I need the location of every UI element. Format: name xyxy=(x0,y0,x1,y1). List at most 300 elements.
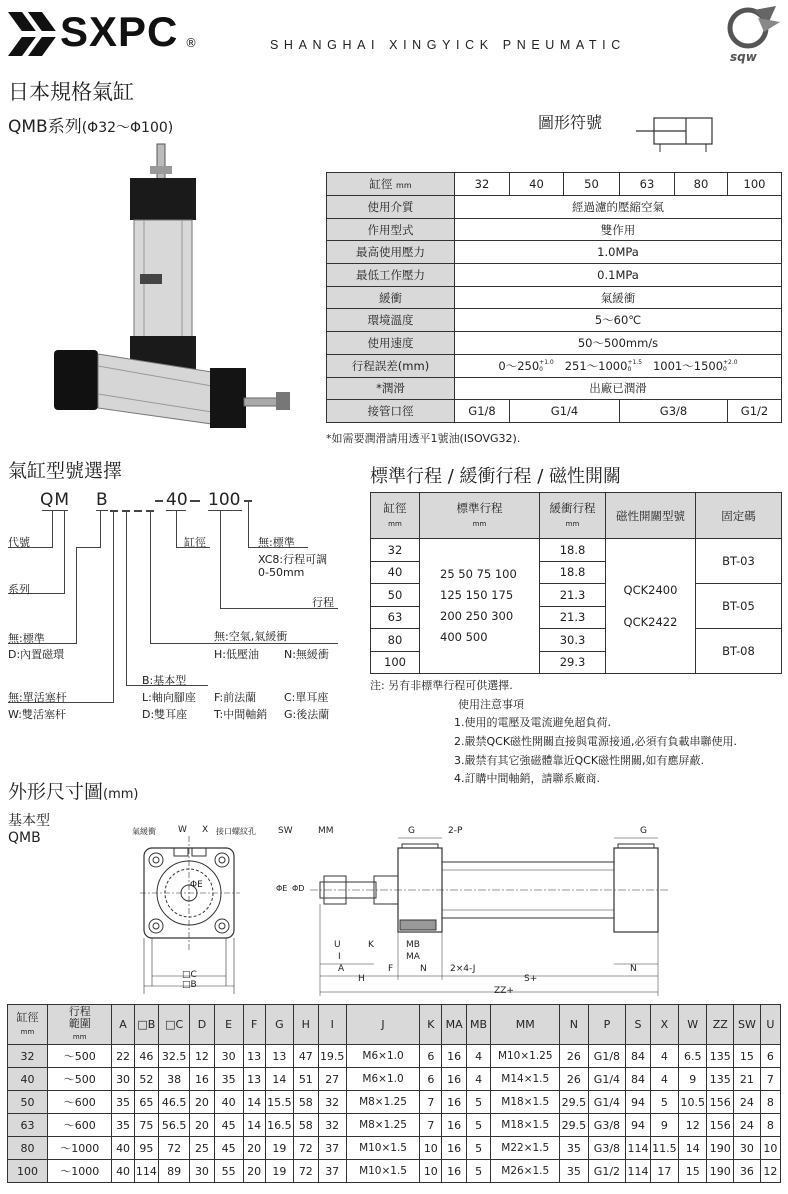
dim-label-k: K xyxy=(368,940,374,950)
dim-cell: 40 xyxy=(112,1137,134,1160)
dims-subtitle: 基本型 xyxy=(8,813,50,829)
dim-h-bore: 缸徑 xyxy=(16,1010,39,1024)
dim-cell: G3/8 xyxy=(588,1114,626,1137)
dim-cell: 114 xyxy=(134,1160,158,1183)
spec-bore-32: 32 xyxy=(455,173,510,196)
dim-label-w: W xyxy=(178,825,187,835)
spec-value: 經過濾的壓縮空氣 xyxy=(455,196,782,219)
dim-cell: 9 xyxy=(650,1114,678,1137)
dim-cell: 37 xyxy=(318,1137,346,1160)
spec-bore-40: 40 xyxy=(510,173,564,196)
dim-cell: ～500 xyxy=(48,1068,112,1091)
label-stroke-std: 無:標準 xyxy=(258,536,295,549)
dim-cell: 84 xyxy=(626,1045,650,1068)
dim-cell: 65 xyxy=(134,1091,158,1114)
dim-col-header: G xyxy=(265,1005,293,1045)
model-code-bore: 40 xyxy=(166,490,188,510)
company-name: SHANGHAI XINGYICK PNEUMATIC xyxy=(270,38,626,52)
dim-cell: 94 xyxy=(626,1114,650,1137)
label-bore: 缸徑 xyxy=(184,536,206,549)
dim-cell: M10×1.25 xyxy=(491,1045,560,1068)
dim-cell: 14 xyxy=(265,1068,293,1091)
dim-cell: 32.5 xyxy=(159,1045,190,1068)
dim-cell: 24 xyxy=(734,1091,761,1114)
dim-cell: 16 xyxy=(442,1160,466,1183)
spec-value: 50～500mm/s xyxy=(455,332,782,355)
label-std: 無:標準 xyxy=(8,632,45,645)
dim-cell: M26×1.5 xyxy=(491,1160,560,1183)
dim-cell: 10 xyxy=(420,1137,442,1160)
dim-col-header: F xyxy=(243,1005,265,1045)
page-title: 日本規格氣缸 xyxy=(8,80,134,104)
dim-col-header: □C xyxy=(159,1005,190,1045)
label-mount-c: C:單耳座 xyxy=(284,691,329,704)
spec-label: 緩衝 xyxy=(327,286,455,309)
dim-cell: 11.5 xyxy=(650,1137,678,1160)
stroke-h-std: 標準行程 xyxy=(456,500,503,515)
stroke-cushion: 30.3 xyxy=(540,629,606,652)
label-xc8: XC8:行程可調 xyxy=(258,553,328,566)
spec-value: 雙作用 xyxy=(455,218,782,241)
spec-value: 0.1MPa xyxy=(455,264,782,287)
stroke-h-cushion: 緩衝行程 xyxy=(549,500,596,515)
dim-cell: 4 xyxy=(466,1068,490,1091)
dim-cell: 45 xyxy=(214,1114,243,1137)
dim-col-header: MM xyxy=(491,1005,560,1045)
dim-cell: 12 xyxy=(679,1114,707,1137)
stroke-bracket: BT-03 xyxy=(696,539,782,584)
dim-label-s: S+ xyxy=(524,974,538,984)
dim-table-row xyxy=(8,1045,781,1068)
dim-col-header: J xyxy=(346,1005,419,1045)
spec-port: G3/8 xyxy=(620,400,728,423)
dim-cell: 40 xyxy=(112,1160,134,1183)
dim-cell: 40 xyxy=(8,1068,48,1091)
dim-col-header: P xyxy=(588,1005,626,1045)
dim-cell: G1/4 xyxy=(588,1068,626,1091)
dim-label-u: U xyxy=(334,940,341,950)
dim-cell: 51 xyxy=(294,1068,318,1091)
dim-label-mb: MB xyxy=(406,940,420,950)
stroke-bracket: BT-08 xyxy=(696,629,782,674)
dim-cell: 6 xyxy=(420,1068,442,1091)
label-double-rod: W:雙活塞杆 xyxy=(8,708,66,721)
dim-cell: 13 xyxy=(243,1068,265,1091)
label-cushion-h: H:低壓油 xyxy=(214,648,259,661)
dims-title: 外形尺寸圖 xyxy=(8,781,104,803)
spec-bore-100: 100 xyxy=(728,173,782,196)
dim-cell: 7 xyxy=(420,1091,442,1114)
dim-col-header: X xyxy=(650,1005,678,1045)
stroke-table: 缸徑 mm 標準行程 mm 緩衝行程 mm 磁性開關型號 固定碼 32 25 50 75 100 125 150 175 200 250 300 400 500 18.8 QCK2400 QCK2422 BT-03 40 18.8 50 21.3 BT-05 63 21.3 80 30.3 BT-08 100 29.3 xyxy=(370,492,782,674)
dim-cell: 22 xyxy=(112,1045,134,1068)
dim-table-row xyxy=(8,1160,781,1183)
dim-cell: 16.5 xyxy=(265,1114,293,1137)
dim-cell: 46 xyxy=(134,1045,158,1068)
dim-col-header: ZZ xyxy=(707,1005,734,1045)
dim-cell: 32 xyxy=(318,1114,346,1137)
dim-col-header: K xyxy=(420,1005,442,1045)
label-mount-l: L:軸向腳座 xyxy=(142,691,196,704)
cautions-title: 使用注意事項 xyxy=(458,698,524,711)
dim-cell: 35 xyxy=(112,1114,134,1137)
dim-cell: 58 xyxy=(294,1091,318,1114)
dim-cell: 6 xyxy=(420,1045,442,1068)
dim-cell: 156 xyxy=(707,1114,734,1137)
dim-cell: 16 xyxy=(442,1114,466,1137)
caution-item: 4.訂購中間軸銷，請聯系廠商. xyxy=(454,772,600,785)
stroke-cushion: 18.8 xyxy=(540,561,606,584)
dim-cell: 5 xyxy=(466,1137,490,1160)
dim-cell: 15 xyxy=(679,1160,707,1183)
dim-cell: ～1000 xyxy=(48,1160,112,1183)
dim-cell: 24 xyxy=(734,1114,761,1137)
dim-label-zz: ZZ+ xyxy=(494,986,514,996)
dim-cell: 135 xyxy=(707,1045,734,1068)
stroke-bore: 100 xyxy=(371,651,420,674)
dim-cell: 47 xyxy=(294,1045,318,1068)
dim-col-header: H xyxy=(294,1005,318,1045)
dim-cell: 114 xyxy=(626,1137,650,1160)
dim-col-header: □B xyxy=(134,1005,158,1045)
spec-port: G1/2 xyxy=(728,400,782,423)
dim-cell: M22×1.5 xyxy=(491,1137,560,1160)
dim-cell: 10 xyxy=(760,1137,780,1160)
dim-cell: 8 xyxy=(760,1091,780,1114)
stroke-switches: QCK2400 QCK2422 xyxy=(606,539,696,674)
dim-label-h: H xyxy=(358,974,365,984)
model-code-stroke: 100 xyxy=(208,490,241,510)
spec-label: *潤滑 xyxy=(327,377,455,400)
spec-bore-unit: mm xyxy=(396,181,412,190)
caution-item: 2.嚴禁QCK磁性開關直接與電源接通,必須有負載串聯使用. xyxy=(454,735,738,748)
dim-label-g: G xyxy=(408,826,415,836)
dim-label-c: □C xyxy=(182,970,197,980)
model-code: QM xyxy=(40,490,71,510)
dim-cell: G1/2 xyxy=(588,1160,626,1183)
spec-label: 行程誤差(mm) xyxy=(327,354,455,377)
brand-logo xyxy=(8,6,208,58)
dim-cell: G3/8 xyxy=(588,1137,626,1160)
dim-cell: M6×1.0 xyxy=(346,1045,419,1068)
dim-col-header: MB xyxy=(466,1005,490,1045)
dim-col-header: SW xyxy=(734,1005,761,1045)
dim-cell: 38 xyxy=(159,1068,190,1091)
dim-cell: 5 xyxy=(650,1091,678,1114)
stroke-title: 標準行程 / 緩衝行程 / 磁性開關 xyxy=(370,466,622,487)
dim-cell: 190 xyxy=(707,1137,734,1160)
label-series: 系列 xyxy=(8,583,30,596)
registered-mark: ® xyxy=(185,36,197,50)
dim-cell: 32 xyxy=(318,1091,346,1114)
dim-cell: 10.5 xyxy=(679,1091,707,1114)
dim-cell: 12 xyxy=(190,1045,214,1068)
spec-bore-80: 80 xyxy=(675,173,728,196)
stroke-cushion: 21.3 xyxy=(540,606,606,629)
dim-cell: 8 xyxy=(760,1114,780,1137)
dim-label-port: 接口螺紋孔 xyxy=(216,827,256,836)
dim-label-d: ΦD xyxy=(292,884,305,893)
dim-cell: 19 xyxy=(265,1160,293,1183)
dim-cell: 4 xyxy=(650,1068,678,1091)
label-daihao: 代號 xyxy=(8,536,30,549)
dim-cell: 5 xyxy=(466,1091,490,1114)
dim-col-header: N xyxy=(560,1005,588,1045)
stroke-h-switch: 磁性開關型號 xyxy=(606,493,696,539)
dims-subtitle2: QMB xyxy=(8,830,41,846)
dim-table-row xyxy=(8,1114,781,1137)
dim-col-header: I xyxy=(318,1005,346,1045)
dim-cell: 16 xyxy=(442,1091,466,1114)
dim-cell: 135 xyxy=(707,1068,734,1091)
dim-cell: 80 xyxy=(8,1137,48,1160)
spec-port: G1/8 xyxy=(455,400,510,423)
label-magnet: D:內置磁環 xyxy=(8,648,65,661)
spec-label: 接管口徑 xyxy=(327,400,455,423)
dim-cell: 94 xyxy=(626,1091,650,1114)
dim-cell: 6 xyxy=(760,1045,780,1068)
dim-cell: 30 xyxy=(190,1160,214,1183)
spec-value: 氣緩衝 xyxy=(455,286,782,309)
dim-cell: 16 xyxy=(190,1068,214,1091)
dim-cell: 12 xyxy=(760,1160,780,1183)
dim-cell: 5 xyxy=(466,1114,490,1137)
dim-cell: ～1000 xyxy=(48,1137,112,1160)
dim-cell: 30 xyxy=(112,1068,134,1091)
spec-footnote: *如需要潤滑請用透平1號油(ISOVG32). xyxy=(326,432,521,445)
dim-cell: M8×1.25 xyxy=(346,1091,419,1114)
dim-cell: 17 xyxy=(650,1160,678,1183)
spec-label: 作用型式 xyxy=(327,218,455,241)
dim-cell: 35 xyxy=(214,1068,243,1091)
spec-value: 1.0MPa xyxy=(455,241,782,264)
label-mount-f: F:前法蘭 xyxy=(214,691,257,704)
stroke-cushion: 21.3 xyxy=(540,584,606,607)
dim-cell: 4 xyxy=(466,1045,490,1068)
model-title: 氣缸型號選擇 xyxy=(8,460,123,482)
dim-cell: 6.5 xyxy=(679,1045,707,1068)
dim-cell: 55 xyxy=(214,1160,243,1183)
dim-table-row xyxy=(8,1091,781,1114)
label-stroke: 行程 xyxy=(312,596,334,609)
dim-label-cushion-valve: 氣緩衝 xyxy=(132,827,156,836)
dim-label-j: 2×4-J xyxy=(450,964,476,974)
dim-label-a: A xyxy=(338,964,345,974)
label-cushion-n: N:無緩衝 xyxy=(284,648,329,661)
dim-cell: 72 xyxy=(294,1137,318,1160)
dim-cell: 190 xyxy=(707,1160,734,1183)
dim-cell: 32 xyxy=(8,1045,48,1068)
dim-cell: 114 xyxy=(626,1160,650,1183)
stroke-h-bracket: 固定碼 xyxy=(696,493,782,539)
dim-cell: 72 xyxy=(294,1160,318,1183)
dim-label-2p: 2-P xyxy=(448,826,463,836)
label-cushion: 無:空氣,氣緩衝 xyxy=(214,630,288,643)
spec-label: 最高使用壓力 xyxy=(327,241,455,264)
dim-label-f: F xyxy=(388,964,394,974)
dim-label-mm: MM xyxy=(318,826,334,836)
dim-cell: 14 xyxy=(243,1114,265,1137)
emblem-icon xyxy=(724,4,782,52)
label-single-rod: 無:單活塞杆 xyxy=(8,691,67,704)
dim-cell: 35 xyxy=(560,1160,588,1183)
dim-cell: G1/8 xyxy=(588,1045,626,1068)
dim-cell: 20 xyxy=(190,1114,214,1137)
emblem-text: sqw xyxy=(730,50,757,64)
caution-item: 1.使用的電壓及電流避免超負荷. xyxy=(454,716,611,729)
dim-cell: 58 xyxy=(294,1114,318,1137)
dim-cell: M18×1.5 xyxy=(491,1091,560,1114)
spec-value: 出廠已潤滑 xyxy=(455,377,782,400)
dim-table-row xyxy=(8,1137,781,1160)
spec-label: 使用速度 xyxy=(327,332,455,355)
dim-col-header: W xyxy=(679,1005,707,1045)
dim-label-e-side: ΦE xyxy=(276,884,288,893)
label-mount-d: D:雙耳座 xyxy=(142,708,188,721)
dim-cell: 9 xyxy=(679,1068,707,1091)
dim-cell: 21 xyxy=(734,1068,761,1091)
dim-label-b: □B xyxy=(182,980,197,990)
stroke-bore: 50 xyxy=(371,584,420,607)
caution-item: 3.嚴禁有其它強磁體靠近QCK磁性開關,如有應屏蔽. xyxy=(454,754,705,767)
emblem-logo xyxy=(724,4,782,68)
dim-cell: 13 xyxy=(243,1045,265,1068)
dim-cell: 14 xyxy=(679,1137,707,1160)
dim-cell: 7 xyxy=(420,1114,442,1137)
spec-label: 使用介質 xyxy=(327,196,455,219)
symbol-label: 圖形符號 xyxy=(538,113,603,132)
stroke-bracket: BT-05 xyxy=(696,584,782,629)
brand-mark-icon xyxy=(8,12,58,56)
dim-cell: 52 xyxy=(134,1068,158,1091)
dim-cell: 63 xyxy=(8,1114,48,1137)
dim-label-i: I xyxy=(338,952,341,962)
dim-cell: M10×1.5 xyxy=(346,1160,419,1183)
spec-bore-63: 63 xyxy=(620,173,675,196)
dim-cell: M14×1.5 xyxy=(491,1068,560,1091)
dim-label-g2: G xyxy=(640,826,647,836)
dim-cell: 26 xyxy=(560,1045,588,1068)
stroke-note: 注: 另有非標準行程可供選擇. xyxy=(370,679,513,692)
spec-tolerance: 0～250+1.0 0 251～1000+1.5 0 1001～1500+2.0 0 xyxy=(455,354,782,377)
dim-cell: 29.5 xyxy=(560,1114,588,1137)
dim-cell: 10 xyxy=(420,1160,442,1183)
dim-cell: 89 xyxy=(159,1160,190,1183)
dim-cell: 30 xyxy=(214,1045,243,1068)
dim-cell: 156 xyxy=(707,1091,734,1114)
dim-cell: 45 xyxy=(214,1137,243,1160)
label-mount-t: T:中間軸銷 xyxy=(214,708,268,721)
dim-col-header: E xyxy=(214,1005,243,1045)
stroke-h-bore: 缸徑 xyxy=(383,500,407,515)
dim-label-sw: SW xyxy=(278,826,293,836)
dim-cell: 16 xyxy=(442,1045,466,1068)
product-photo xyxy=(44,140,314,440)
dim-cell: 19.5 xyxy=(318,1045,346,1068)
dim-cell: 20 xyxy=(243,1160,265,1183)
series-title: QMB系列 xyxy=(8,117,82,137)
dim-cell: 46.5 xyxy=(159,1091,190,1114)
dims-unit: (mm) xyxy=(103,787,139,802)
spec-bore-50: 50 xyxy=(564,173,620,196)
dim-cell: 20 xyxy=(190,1091,214,1114)
dim-cell: 75 xyxy=(134,1114,158,1137)
dim-cell: 95 xyxy=(134,1137,158,1160)
stroke-bore: 32 xyxy=(371,539,420,562)
spec-bore-header: 缸徑 xyxy=(369,177,393,191)
stroke-bore: 40 xyxy=(371,561,420,584)
stroke-cushion: 29.3 xyxy=(540,651,606,674)
dim-cell: 15 xyxy=(734,1045,761,1068)
cylinder-symbol-icon xyxy=(636,116,716,156)
series-range: (Φ32～Φ100) xyxy=(81,120,174,136)
dim-cell: ～600 xyxy=(48,1091,112,1114)
dim-table-row xyxy=(8,1068,781,1091)
dim-cell: 50 xyxy=(8,1091,48,1114)
dim-cell: 35 xyxy=(112,1091,134,1114)
dim-cell: 27 xyxy=(318,1068,346,1091)
dim-cell: 5 xyxy=(466,1160,490,1183)
dim-cell: 100 xyxy=(8,1160,48,1183)
side-view-drawing xyxy=(280,834,676,1000)
dim-cell: 19 xyxy=(265,1137,293,1160)
dim-label-n: N xyxy=(420,964,427,974)
dim-col-header: U xyxy=(760,1005,780,1045)
dim-cell: 26 xyxy=(560,1068,588,1091)
spec-label: 環境溫度 xyxy=(327,309,455,332)
dim-h-stroke: 行程 xyxy=(68,1005,91,1018)
brand-name: SXPC xyxy=(60,8,179,55)
label-basic: B:基本型 xyxy=(142,674,187,687)
dim-cell: 16 xyxy=(442,1137,466,1160)
dim-cell: 14 xyxy=(243,1091,265,1114)
dim-label-x: X xyxy=(202,825,209,835)
dim-cell: 20 xyxy=(243,1137,265,1160)
stroke-std-list: 25 50 75 100 125 150 175 200 250 300 400 500 xyxy=(420,539,540,674)
dim-cell: ～600 xyxy=(48,1114,112,1137)
dim-cell: 72 xyxy=(159,1137,190,1160)
label-xc8-range: 0-50mm xyxy=(258,566,305,579)
dim-cell: 4 xyxy=(650,1045,678,1068)
spec-table xyxy=(326,172,782,423)
dim-label-e: ΦE xyxy=(190,880,203,890)
dim-cell: 16 xyxy=(442,1068,466,1091)
dim-cell: 7 xyxy=(760,1068,780,1091)
dim-col-header: S xyxy=(626,1005,650,1045)
dim-cell: 15.5 xyxy=(265,1091,293,1114)
dim-cell: 35 xyxy=(560,1137,588,1160)
dim-cell: 56.5 xyxy=(159,1114,190,1137)
model-code-b: B xyxy=(96,490,108,510)
dim-cell: 30 xyxy=(734,1137,761,1160)
dim-col-header: MA xyxy=(442,1005,466,1045)
dim-label-n2: N xyxy=(630,964,637,974)
label-mount-g: G:後法蘭 xyxy=(284,708,330,721)
spec-label: 最低工作壓力 xyxy=(327,264,455,287)
dim-cell: ～500 xyxy=(48,1045,112,1068)
dim-label-ma: MA xyxy=(406,952,420,962)
dim-cell: M18×1.5 xyxy=(491,1114,560,1137)
dim-cell: 13 xyxy=(265,1045,293,1068)
dim-cell: 40 xyxy=(214,1091,243,1114)
dim-cell: M10×1.5 xyxy=(346,1137,419,1160)
dim-cell: 25 xyxy=(190,1137,214,1160)
dim-cell: 36 xyxy=(734,1160,761,1183)
stroke-bore: 63 xyxy=(371,606,420,629)
dim-cell: G1/4 xyxy=(588,1091,626,1114)
dimension-table: 缸徑 mm 行程 範圍 mm A □B □C D E F G H I J K MA MB MM N P S X W ZZ SW U 32 ～500 22 46 32.5 12 30 13 13 47 19.5 M6×1.0 6 16 4 M10×1.25 26 G1/8 84 4 6.5 135 15 6 40 ～500 30 52 38 16 35 13 14 51 27 M6×1.0 6 16 4 M14×1.5 26 G1/4 84 4 9 135 21 7 50 ～600 35 65 46.5 20 40 14 15.5 58 32 M8×1.25 7 16 5 M18×1.5 29.5 G1/4 94 5 10.5 156 24 8 63 ～600 35 75 56.5 20 45 14 16.5 58 32 M8×1.25 7 16 5 M18×1.5 29.5 G3/8 94 9 12 156 24 8 80 ～1000 40 95 72 25 45 20 19 72 37 M10×1.5 10 16 5 M22×1.5 35 G3/8 114 11.5 14 190 30 10 100 ～1000 40 114 89 30 55 20 19 72 37 M10×1.5 10 16 5 M26×1.5 35 G1/2 114 17 15 190 36 12 xyxy=(7,1004,781,1183)
stroke-bore: 80 xyxy=(371,629,420,652)
